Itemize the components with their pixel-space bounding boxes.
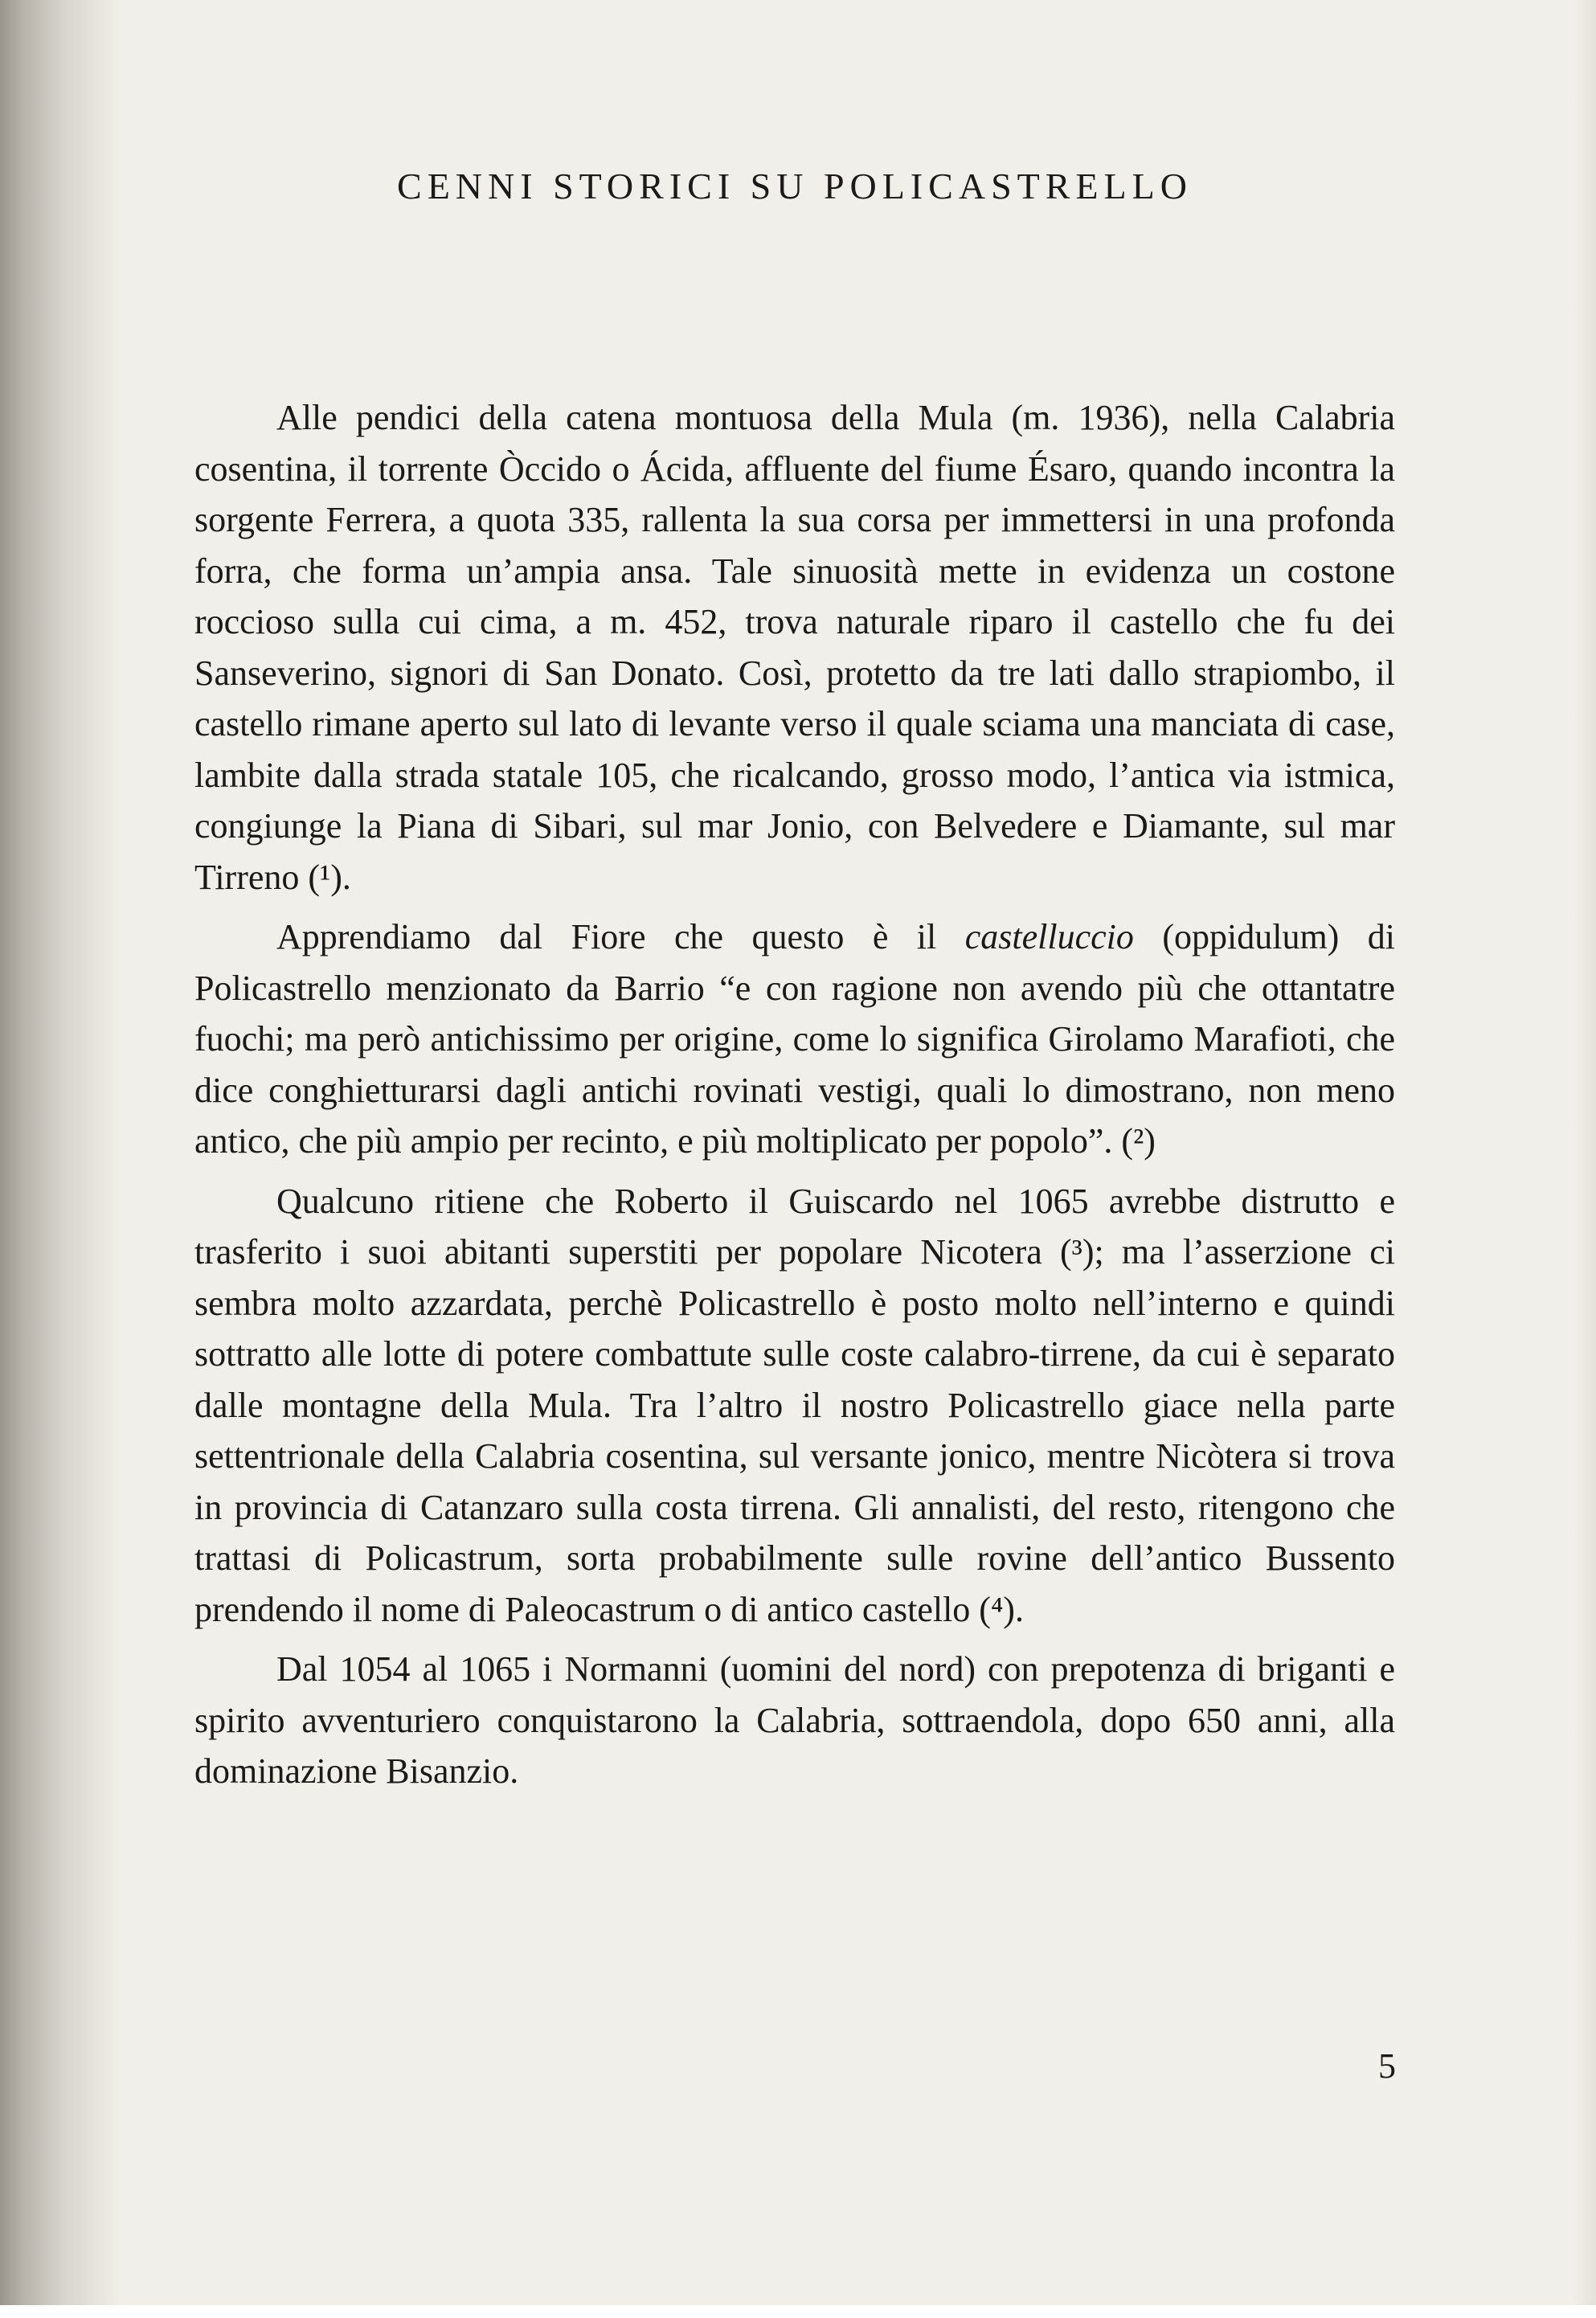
paragraph-3: Qualcuno ritiene che Roberto il Guiscardo nel 1065 avrebbe distrutto e trasferito i suoi abitanti superstiti per popolare Nicotera (³); ma l’asserzione ci sembra molto azzardata, perchè Policastrello è posto molto nell’interno e quindi sottratto alle lotte di potere combattute sulle coste calabro-tirrene, da cui è separato dalle montagne della Mula. Tra l’altro il nostro Policastrello giace nella parte settentrionale della Calabria cosentina, sul versante jonico, mentre Nicòtera si trova in provincia di Catanzaro sulla costa tirrena. Gli annalisti, del resto, ritengono che trattasi di Policastrum, sorta probabilmente sulle rovine dell’antico Bussento prendendo il nome di Paleocastrum o di antico castello (⁴).: [194, 1181, 1395, 1629]
chapter-title: CENNI STORICI SU POLICASTRELLO: [397, 166, 1193, 207]
paragraph-4: Dal 1054 al 1065 i Normanni (uomini del nord) con prepotenza di briganti e spirito avventuriero conquistarono la Calabria, sottraendola, dopo 650 anni, alla dominazione Bisanzio.: [194, 1649, 1395, 1791]
paragraph-2: [194, 911, 1395, 1167]
paragraph-2-italic-term: castelluccio: [964, 917, 1134, 956]
page-right-edge: [1573, 0, 1596, 2318]
page-text-block: [194, 153, 1395, 1806]
paragraph-2-text-start: Apprendiamo dal Fiore che questo è il: [276, 917, 965, 956]
paragraph-2-text-end: (oppidulum) di Policastrello menzionato da Barrio “e con ragione non avendo più che ottantatre fuochi; ma però antichissimo per origine, come lo significa Girolamo Marafioti, che dice conghietturarsi dagli antichi rovinati vestigi, quali lo dimostrano, non meno antico, che più ampio per recinto, e più moltiplicato per popolo”. (²): [194, 917, 1396, 1161]
scan-bottom-margin: [0, 2305, 1596, 2318]
page-number: 5: [1378, 2046, 1396, 2086]
paragraph-1: Alle pendici della catena montuosa della Mula (m. 1936), nella Calabria cosentina, il torrente Òccido o Ácida, affluente del fiume Ésaro, quando incontra la sorgente Ferrera, a quota 335, rallenta la sua corsa per immettersi in una profonda forra, che forma un’ampia ansa. Tale sinuosità mette in evidenza un costone roccioso sulla cui cima, a m. 452, trova naturale riparo il castello che fu dei Sanseverino, signori di San Donato. Così, protetto da tre lati dallo strapiombo, il castello rimane aperto sul lato di levante verso il quale sciama una manciata di case, lambite dalla strada statale 105, che ricalcando, grosso modo, l’antica via istmica, congiunge la Piana di Sibari, sul mar Jonio, con Belvedere e Diamante, sul mar Tirreno (¹).: [194, 398, 1395, 897]
binding-gutter-shadow: [0, 0, 121, 2318]
